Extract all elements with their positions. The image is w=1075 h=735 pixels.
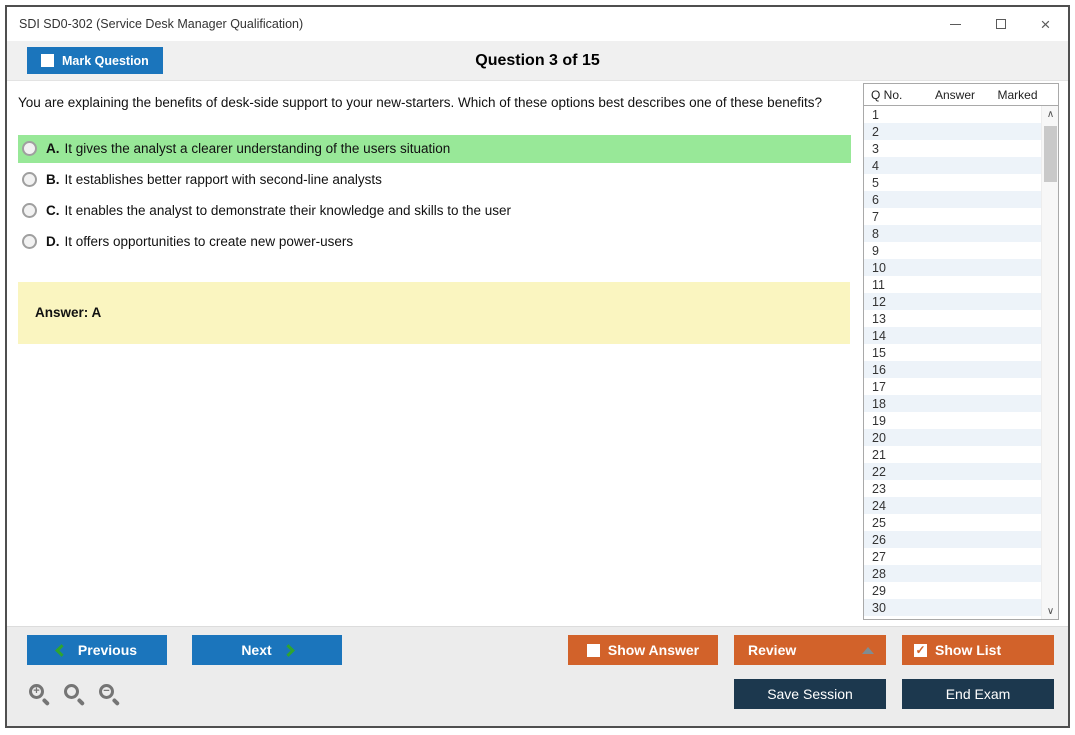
- column-header-marked: Marked: [997, 87, 1038, 102]
- option-text: It enables the analyst to demonstrate their knowledge and skills to the user: [64, 203, 512, 219]
- show-list-label: Show List: [935, 642, 1002, 658]
- zoom-controls: [29, 684, 119, 704]
- end-exam-button[interactable]: [902, 679, 1054, 709]
- chevron-left-icon: [55, 644, 68, 657]
- row-qno: 23: [872, 481, 886, 496]
- title-bar: [7, 7, 1068, 41]
- question-text: You are explaining the benefits of desk-side support to your new-starters. Which of these options best describes one of these benefits?: [18, 95, 822, 110]
- maximize-icon[interactable]: [978, 7, 1023, 41]
- review-label: Review: [748, 642, 797, 658]
- main-area: [7, 81, 1068, 626]
- minimize-icon[interactable]: [933, 7, 978, 41]
- row-qno: 29: [872, 583, 886, 598]
- question-list-row[interactable]: [864, 157, 1041, 174]
- option-letter: A.: [46, 141, 60, 157]
- row-qno: 26: [872, 532, 886, 547]
- check-icon: ✓: [915, 643, 926, 657]
- question-list-row[interactable]: [864, 140, 1041, 157]
- mark-question-checkbox[interactable]: [41, 54, 54, 67]
- answer-option[interactable]: [18, 166, 851, 194]
- question-list-row[interactable]: [864, 123, 1041, 140]
- row-qno: 1: [872, 107, 879, 122]
- radio-button[interactable]: [22, 203, 37, 218]
- show-answer-checkbox[interactable]: [587, 644, 600, 657]
- question-list-rows: [864, 106, 1041, 619]
- question-list-row[interactable]: [864, 480, 1041, 497]
- answer-option[interactable]: [18, 228, 851, 256]
- row-qno: 25: [872, 515, 886, 530]
- row-qno: 20: [872, 430, 886, 445]
- session-buttons: [734, 679, 1054, 709]
- question-list-row[interactable]: [864, 208, 1041, 225]
- row-qno: 24: [872, 498, 886, 513]
- mark-question-label: Mark Question: [62, 53, 149, 68]
- question-list-row[interactable]: [864, 242, 1041, 259]
- row-qno: 4: [872, 158, 879, 173]
- question-list-row[interactable]: [864, 429, 1041, 446]
- question-list-row[interactable]: [864, 446, 1041, 463]
- scrollbar-thumb[interactable]: [1044, 126, 1057, 182]
- question-list-row[interactable]: [864, 565, 1041, 582]
- question-list-row[interactable]: [864, 412, 1041, 429]
- footer-row-2: [7, 679, 1068, 709]
- question-list-row[interactable]: [864, 378, 1041, 395]
- previous-button[interactable]: [27, 635, 167, 665]
- question-panel: [7, 81, 863, 626]
- close-icon[interactable]: ×: [1040, 14, 1051, 34]
- row-qno: 27: [872, 549, 886, 564]
- question-list-row[interactable]: [864, 191, 1041, 208]
- zoom-in-icon[interactable]: +: [29, 684, 49, 704]
- option-letter: B.: [46, 172, 60, 188]
- question-list-row[interactable]: [864, 599, 1041, 616]
- row-qno: 19: [872, 413, 886, 428]
- question-list-row[interactable]: [864, 174, 1041, 191]
- next-button[interactable]: [192, 635, 342, 665]
- list-scrollbar[interactable]: [1041, 106, 1058, 619]
- row-qno: 13: [872, 311, 886, 326]
- question-list-row[interactable]: [864, 548, 1041, 565]
- question-list-row[interactable]: [864, 293, 1041, 310]
- previous-label: Previous: [77, 642, 138, 658]
- scroll-down-icon[interactable]: ∨: [1046, 605, 1055, 617]
- show-list-checkbox[interactable]: [914, 644, 927, 657]
- row-qno: 8: [872, 226, 879, 241]
- review-button[interactable]: [734, 635, 886, 665]
- next-label: Next: [241, 642, 272, 658]
- row-qno: 21: [872, 447, 886, 462]
- row-qno: 10: [872, 260, 886, 275]
- footer-right-group: [568, 635, 1054, 665]
- column-header-qno: Q No.: [871, 87, 903, 102]
- option-letter: D.: [46, 234, 60, 250]
- row-qno: 11: [872, 277, 885, 292]
- row-qno: 28: [872, 566, 886, 581]
- app-window: [5, 5, 1070, 728]
- row-qno: 16: [872, 362, 886, 377]
- option-letter: C.: [46, 203, 60, 219]
- row-qno: 12: [872, 294, 886, 309]
- row-qno: 22: [872, 464, 886, 479]
- answer-box: [18, 282, 850, 344]
- row-qno: 6: [872, 192, 879, 207]
- footer-row-1: [7, 635, 1068, 665]
- answer-text: Answer: A: [35, 305, 102, 321]
- row-qno: 5: [872, 175, 879, 190]
- chevron-right-icon: [282, 644, 295, 657]
- question-list-row[interactable]: [864, 327, 1041, 344]
- question-list-row[interactable]: [864, 344, 1041, 361]
- radio-button[interactable]: [22, 172, 37, 187]
- radio-button[interactable]: [22, 234, 37, 249]
- radio-button[interactable]: [22, 141, 37, 156]
- question-counter: Question 3 of 15: [475, 51, 600, 69]
- row-qno: 30: [872, 600, 886, 615]
- scroll-up-icon[interactable]: ∧: [1046, 108, 1055, 120]
- question-list-row[interactable]: [864, 361, 1041, 378]
- footer-bar: [7, 626, 1068, 726]
- question-list-row[interactable]: [864, 259, 1041, 276]
- question-list-row[interactable]: [864, 497, 1041, 514]
- row-qno: 17: [872, 379, 886, 394]
- row-qno: 15: [872, 345, 886, 360]
- option-text: It establishes better rapport with second-line analysts: [64, 172, 382, 188]
- question-list-row[interactable]: [864, 106, 1041, 123]
- header-bar: [7, 41, 1068, 81]
- end-exam-label: End Exam: [945, 686, 1011, 702]
- save-session-button[interactable]: [734, 679, 886, 709]
- show-answer-button[interactable]: [568, 635, 718, 665]
- question-list-row[interactable]: [864, 310, 1041, 327]
- magnifier-icon[interactable]: [64, 684, 84, 704]
- show-answer-label: Show Answer: [607, 642, 700, 658]
- row-qno: 14: [872, 328, 886, 343]
- options-list: [18, 135, 851, 256]
- question-list-row[interactable]: [864, 395, 1041, 412]
- question-list-row[interactable]: [864, 276, 1041, 293]
- column-header-answer: Answer: [934, 87, 975, 102]
- answer-option[interactable]: [18, 135, 851, 163]
- window-controls: [933, 7, 1068, 41]
- question-list-panel: [863, 83, 1059, 620]
- question-list-row[interactable]: [864, 225, 1041, 242]
- question-list-row[interactable]: [864, 531, 1041, 548]
- option-text: It gives the analyst a clearer understanding of the users situation: [64, 141, 451, 157]
- row-qno: 3: [872, 141, 879, 156]
- triangle-up-icon: [862, 647, 874, 654]
- option-text: It offers opportunities to create new power-users: [64, 234, 354, 250]
- question-list-body: [864, 106, 1058, 619]
- question-list-row[interactable]: [864, 514, 1041, 531]
- answer-option[interactable]: [18, 197, 851, 225]
- zoom-out-icon[interactable]: −: [99, 684, 119, 704]
- save-session-label: Save Session: [767, 686, 853, 702]
- row-qno: 18: [872, 396, 886, 411]
- row-qno: 2: [872, 124, 879, 139]
- question-list-header: [864, 84, 1058, 106]
- show-list-button[interactable]: [902, 635, 1054, 665]
- row-qno: 7: [872, 209, 879, 224]
- row-qno: 9: [872, 243, 879, 258]
- window-title: SDI SD0-302 (Service Desk Manager Qualification): [19, 17, 304, 31]
- question-list-row[interactable]: [864, 582, 1041, 599]
- question-list-row[interactable]: [864, 463, 1041, 480]
- mark-question-button[interactable]: [27, 47, 163, 74]
